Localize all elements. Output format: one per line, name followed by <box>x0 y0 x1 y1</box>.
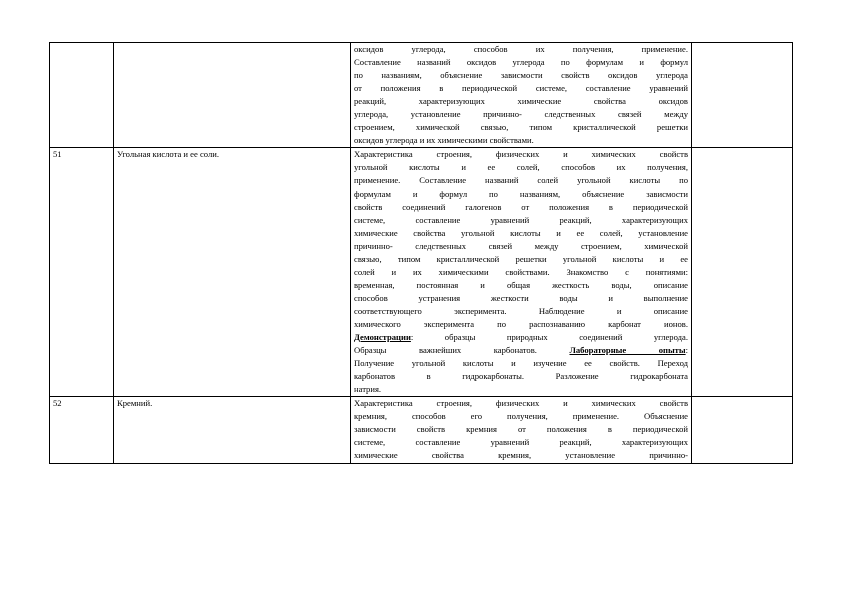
description-line: формулам и формул по названиям, объяснение зависмости <box>354 188 688 199</box>
curriculum-table <box>49 42 793 464</box>
description-line: оксидов углерода, способов их получения, применение. <box>354 44 688 54</box>
description-line: связью, типом кристаллической решетки угольной кислоты и ее <box>354 253 688 264</box>
lab-colon: : <box>685 345 689 356</box>
notes-cell <box>692 43 793 148</box>
description-line: Характеристика строения, физических и химических свойств <box>354 398 688 409</box>
lesson-number-cell: 52 <box>50 397 114 463</box>
description-line: карбонатов в гидрокарбонаты. Разложение гидрокарбоната <box>354 371 688 382</box>
description-line: угольной кислоты и ее солей, способов их получения, <box>354 162 688 173</box>
demonstrations-label: Демонстрации <box>354 332 411 343</box>
demonstrations-line <box>354 331 688 344</box>
lab-line <box>354 344 688 357</box>
lesson-description-cell <box>351 397 692 463</box>
description-line: Характеристика строения, физических и химических свойств <box>354 149 688 160</box>
lesson-description-cell <box>351 43 692 148</box>
description-line: от положения в периодической системе, составление уравнений <box>354 83 688 94</box>
description-line: зависмости свойств кремния от положения в периодической <box>354 424 688 435</box>
description-line: химического эксперимента по распознаванию карбонат ионов. <box>354 318 688 329</box>
notes-cell <box>692 397 793 463</box>
lesson-number-cell <box>50 43 114 148</box>
description-line: Составление названий оксидов углерода по формулам и формул <box>354 57 688 68</box>
description-line: соответствующего эксперимента. Наблюдение и описание <box>354 305 688 316</box>
demonstrations-text: : образцы природных соединений углерода. <box>410 332 688 343</box>
description-line: Получение угольной кислоты и изучение ее свойств. Переход <box>354 358 688 369</box>
description-line: свойств соединений галогенов от положения в периодической <box>354 201 688 212</box>
description-line: системе, составление уравнений реакций, характеризующих <box>354 437 688 448</box>
description-line: солей и их химическими свойствами. Знакомство с понятиями: <box>354 266 688 277</box>
description-line: кремния, способов его получения, применение. Объяснение <box>354 411 688 422</box>
table-row <box>50 148 793 397</box>
description-line: причинно- следственных связей между строением, химической <box>354 240 688 251</box>
description-line: по названиям, объяснение зависмости свойств оксидов углерода <box>354 70 688 81</box>
description-line: применение. Составление названий солей угольной кислоты по <box>354 175 688 186</box>
description-line: Образцы важнейших карбонатов. <box>354 345 537 356</box>
description-line: реакций, характеризующих химические свойства оксидов <box>354 96 688 107</box>
lesson-topic-cell: Угольная кислота и ее соли. <box>114 148 351 397</box>
description-line: строением, химической связью, типом кристаллической решетки <box>354 122 688 133</box>
lab-experiments-label: Лабораторные опыты <box>569 345 686 356</box>
description-line: химические свойства кремния, установление причинно- <box>354 450 688 461</box>
lesson-topic-cell <box>114 43 351 148</box>
description-line: натрия. <box>354 384 382 395</box>
description-line: оксидов углерода и их химическими свойствами. <box>354 135 534 146</box>
description-line: системе, составление уравнений реакций, характеризующих <box>354 214 688 225</box>
lesson-number-cell: 51 <box>50 148 114 397</box>
notes-cell <box>692 148 793 397</box>
table-row <box>50 43 793 148</box>
description-line: способов устранения жесткости воды и выполнение <box>354 292 688 303</box>
table-row <box>50 397 793 463</box>
lesson-description-cell <box>351 148 692 397</box>
description-line: химические свойства угольной кислоты и ее солей, установление <box>354 227 688 238</box>
lesson-topic-cell: Кремний. <box>114 397 351 463</box>
description-line: углерода, установление причинно- следственных связей между <box>354 109 688 120</box>
description-line: временная, постоянная и общая жесткость воды, описание <box>354 279 688 290</box>
